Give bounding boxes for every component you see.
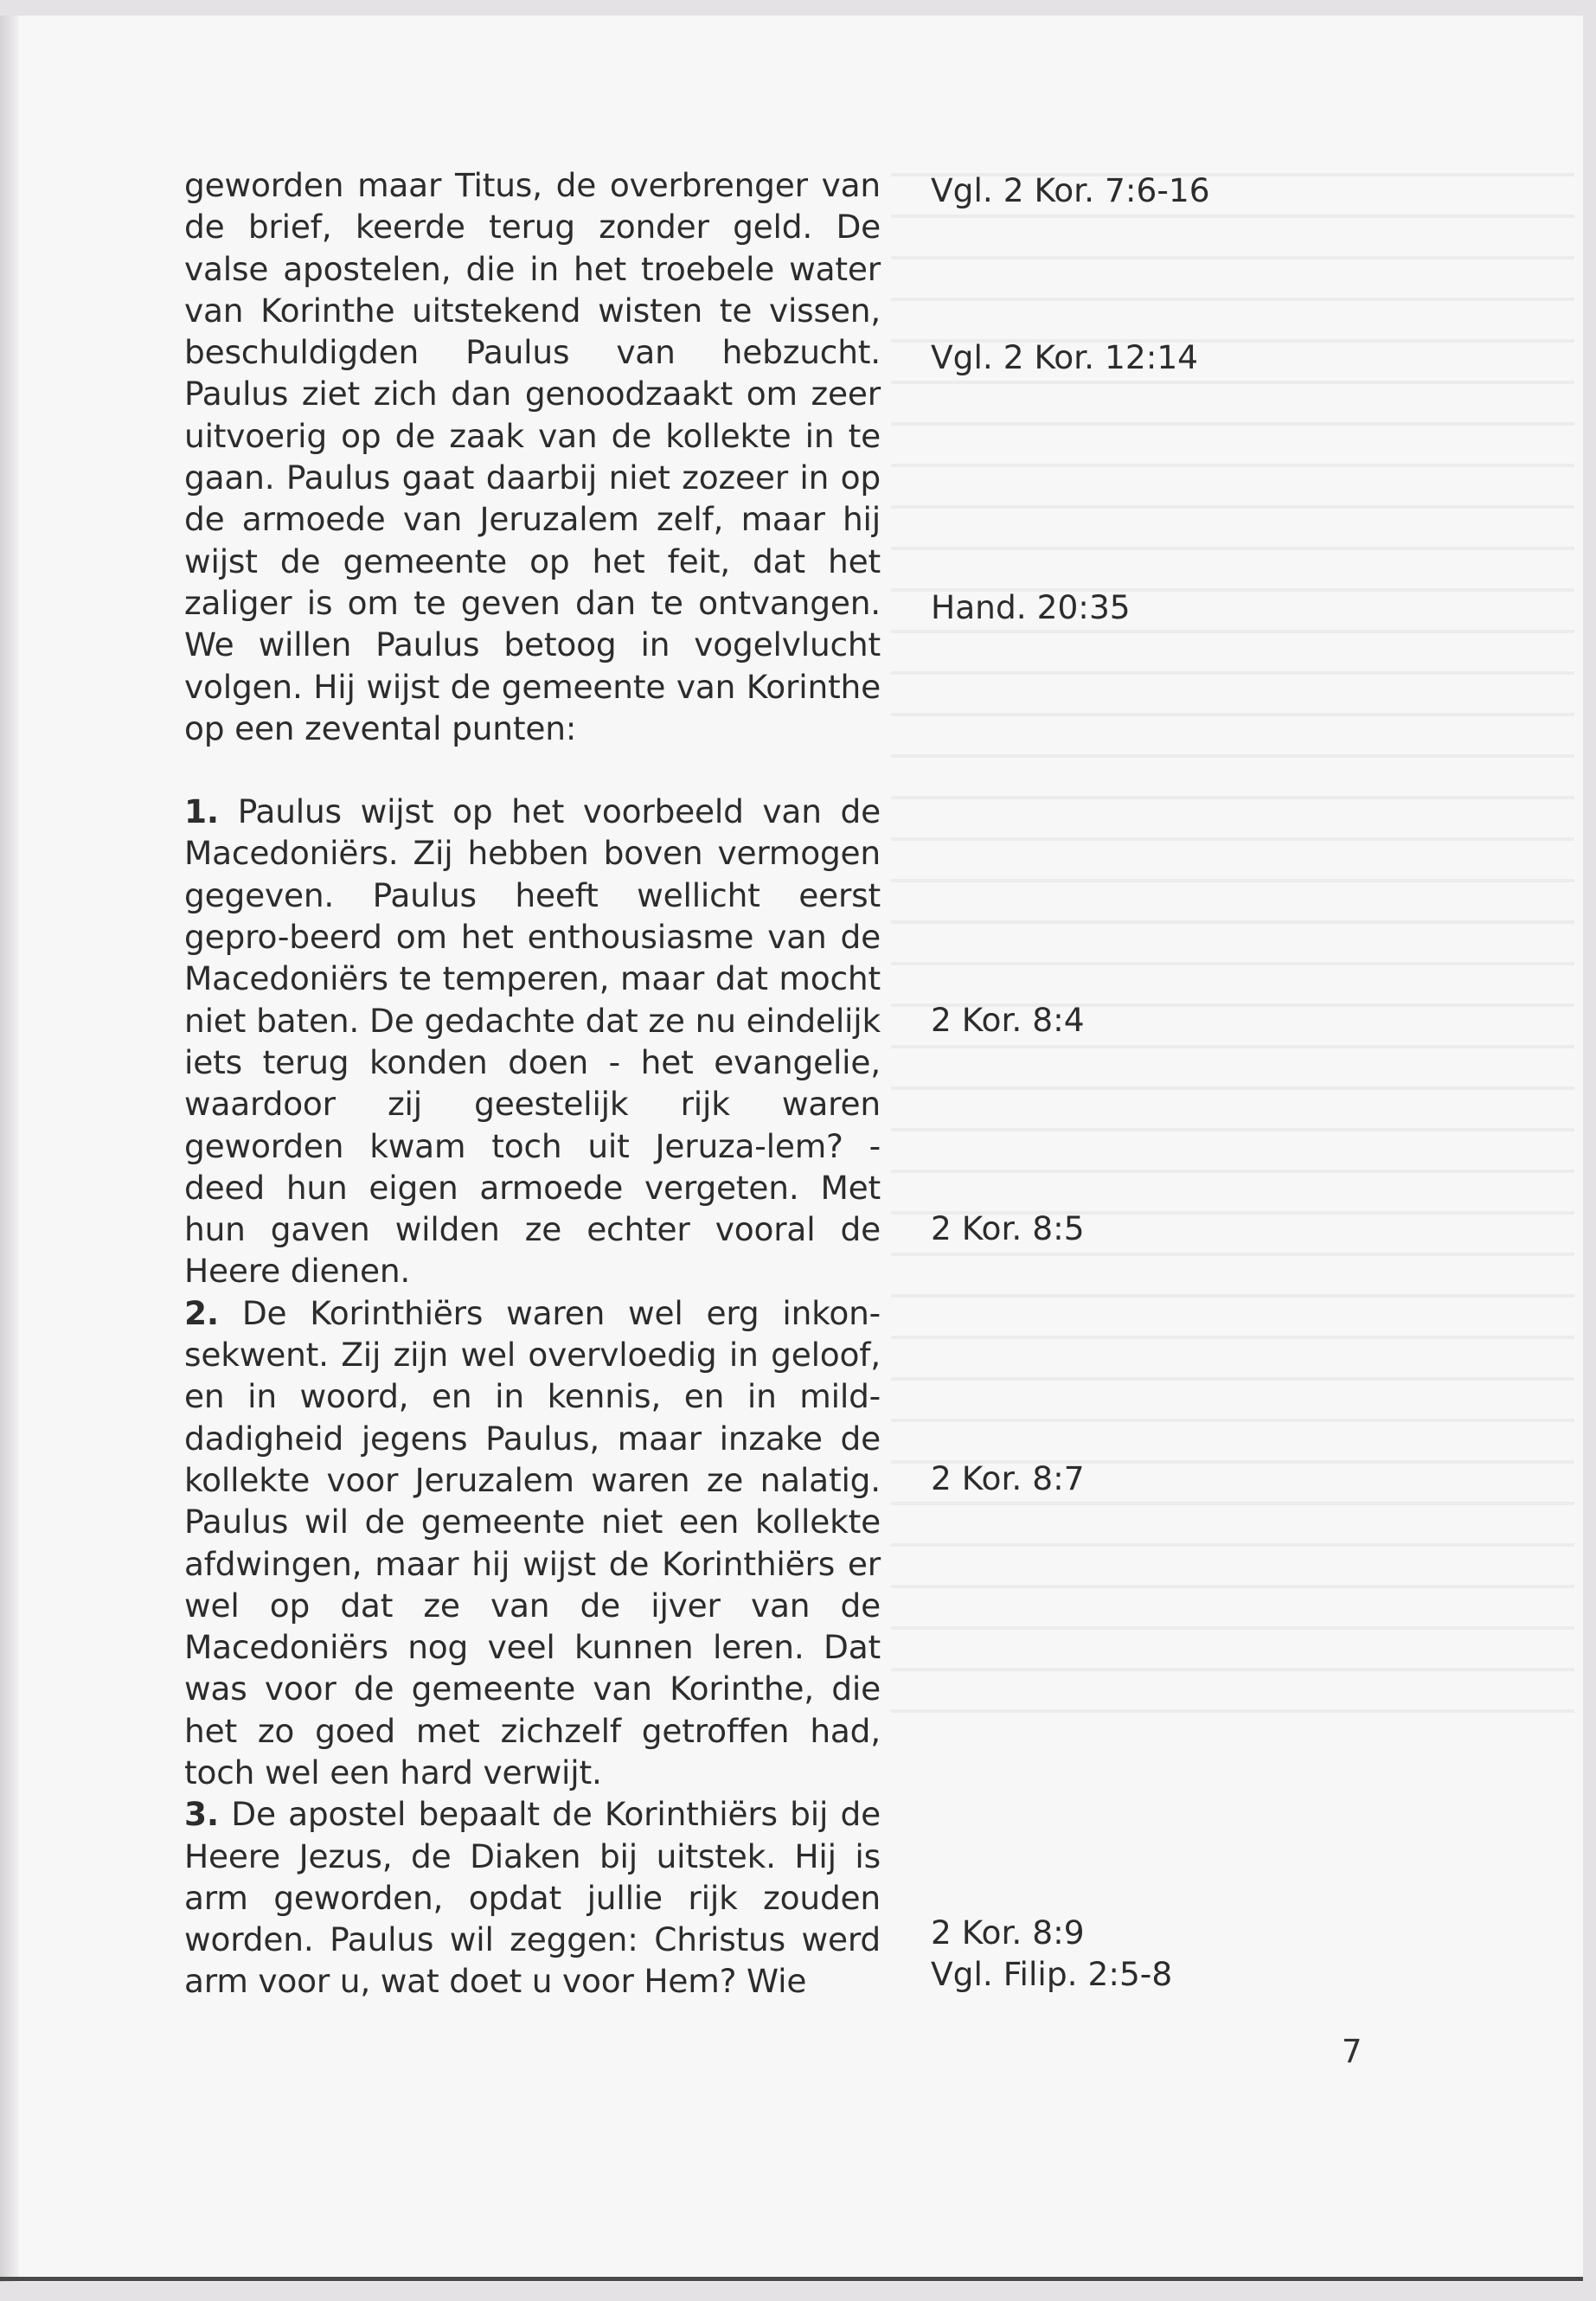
margin-reference: 2 Kor. 8:4 bbox=[931, 1001, 1085, 1039]
margin-reference: Vgl. 2 Kor. 12:14 bbox=[931, 338, 1199, 376]
point-1 bbox=[184, 791, 881, 1292]
main-text-column bbox=[184, 164, 881, 2003]
point-3 bbox=[184, 1793, 881, 2002]
bottom-rule bbox=[0, 2277, 1583, 2281]
page-edge-shadow bbox=[0, 16, 19, 2282]
margin-reference: Vgl. Filip. 2:5-8 bbox=[931, 1955, 1173, 1993]
point-2 bbox=[184, 1292, 881, 1794]
margin-reference: 2 Kor. 8:9 bbox=[931, 1913, 1085, 1952]
margin-reference: Vgl. 2 Kor. 7:6-16 bbox=[931, 171, 1210, 209]
point-text: De apostel bepaalt de Korinthiërs bij de Heere Jezus, de Diaken bij uitstek. Hij is arm geworden, opdat jullie rijk zouden worden. Paulus wil zeggen: Christus werd arm voor u, wat doet u voor Hem? Wie bbox=[184, 1795, 881, 2001]
point-text: Paulus wijst op het voorbeeld van de Macedoniërs. Zij hebben boven vermogen gegeven. Paulus heeft wellicht eerst gepro-beerd om het enthousiasme van de Macedoniërs te temperen, maar dat mocht niet baten. De gedachte dat ze nu eindelijk iets terug konden doen - het evangelie, waardoor zij geestelijk rijk waren geworden kwam toch uit Jeruza-lem? - deed hun eigen armoede vergeten. Met hun gaven wilden ze echter vooral de Heere dienen. bbox=[184, 792, 881, 1291]
point-number: 3. bbox=[184, 1795, 219, 1834]
page-number: 7 bbox=[1342, 2033, 1362, 2070]
point-text: De Korinthiërs waren wel erg inkon-sekwent. Zij zijn wel overvloedig in geloof, en in woord, en in kennis, en in mild-dadigheid jegens Paulus, maar inzake de kollekte voor Jeruzalem waren ze nalatig. Paulus wil de gemeente niet een kollekte afdwingen, maar hij wijst de Korinthiërs er wel op dat ze van de ijver van de Macedoniërs nog veel kunnen leren. Dat was voor de gemeente van Korinthe, die het zo goed met zichzelf getroffen had, toch wel een hard verwijt. bbox=[184, 1293, 881, 1791]
intro-paragraph: geworden maar Titus, de overbrenger van de brief, keerde terug zonder geld. De valse apostelen, die in het troebele water van Korinthe uitstekend wisten te vissen, beschuldigden Paulus van hebzucht. Paulus ziet zich dan genoodzaakt om zeer uitvoerig op de zaak van de kollekte in te gaan. Paulus gaat daarbij niet zozeer in op de armoede van Jeruzalem zelf, maar hij wijst de gemeente op het feit, dat het zaliger is om te geven dan te ontvangen. We willen Paulus betoog in vogelvlucht volgen. Hij wijst de gemeente van Korinthe op een zevental punten: bbox=[184, 166, 881, 747]
margin-reference: 2 Kor. 8:5 bbox=[931, 1209, 1085, 1247]
margin-reference: 2 Kor. 8:7 bbox=[931, 1459, 1085, 1497]
point-number: 1. bbox=[184, 792, 219, 831]
margin-reference: Hand. 20:35 bbox=[931, 588, 1131, 626]
point-number: 2. bbox=[184, 1293, 219, 1332]
reverse-side-bleed-through bbox=[891, 173, 1574, 1799]
